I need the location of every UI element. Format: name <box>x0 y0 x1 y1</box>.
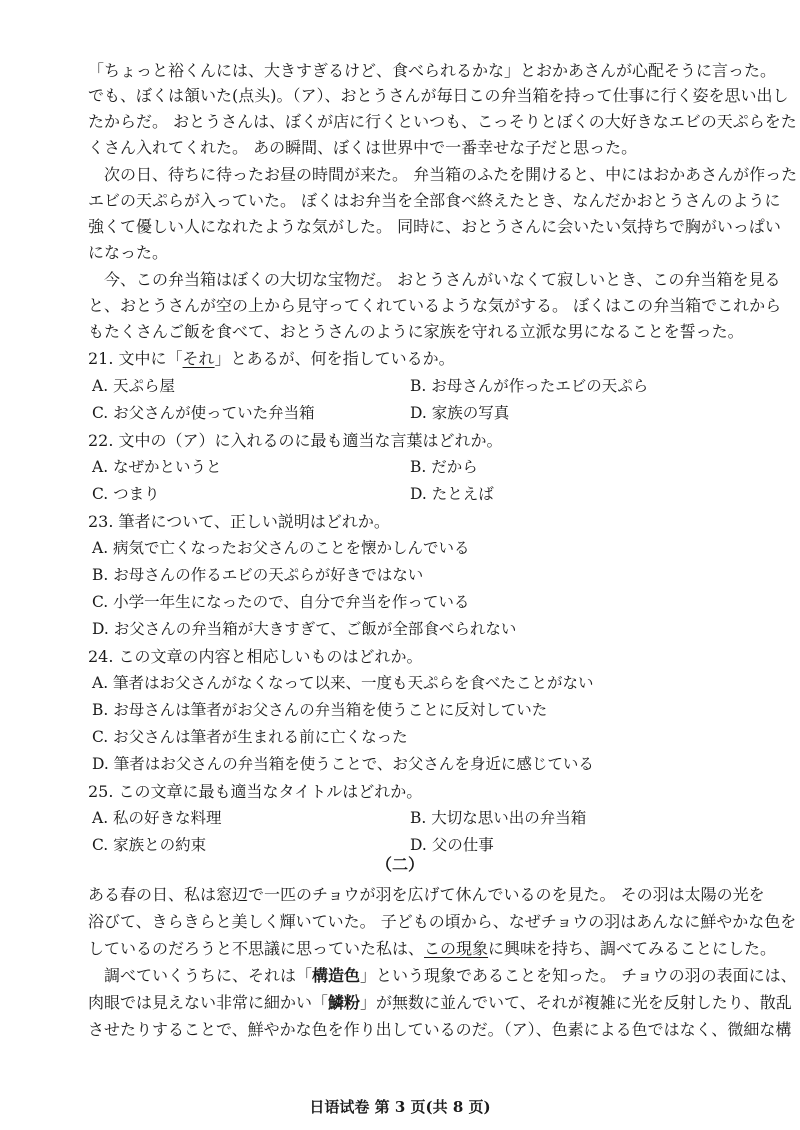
question-25-stem: 25. この文章に最も適当なタイトルはどれか。 <box>88 782 423 801</box>
question-22-option-b[interactable]: B. だから <box>410 458 478 476</box>
passage1-line-8: になった。 <box>88 243 169 262</box>
question-21-underlined-word: それ <box>182 349 215 368</box>
question-22-option-c[interactable]: C. つまり <box>92 485 160 503</box>
passage1-line-6: エビの天ぷらが入っていた。 ぼくはお弁当を全部食べ終えたとき、なんだかおとうさんのように <box>88 191 781 210</box>
question-25-option-b[interactable]: B. 大切な思い出の弁当箱 <box>410 809 587 827</box>
passage2-underlined-phrase: この現象 <box>424 939 489 958</box>
question-23-option-c[interactable]: C. 小学一年生になったので、自分で弁当を作っている <box>92 593 470 611</box>
passage2-line-5 <box>88 990 792 1016</box>
passage2-line-6: させたりすることで、鮮やかな色を作り出しているのだ。（ア）、色素による色ではなく、微細な構 <box>88 1020 792 1039</box>
passage1-line-5: 次の日、待ちに待ったお昼の時間が来た。 弁当箱のふたを開けると、中にはおかあさんが作った <box>104 165 798 184</box>
section-2-title: （二） <box>375 855 424 874</box>
question-21-option-c[interactable]: C. お父さんが使っていた弁当箱 <box>92 404 315 422</box>
passage2-line-2: 浴びて、きらきらと美しく輝いていた。 子どもの頃から、なぜチョウの羽はあんなに鮮やかな色を <box>88 912 797 931</box>
passage2-line-5-pre: 肉眼では見えない非常に細かい「 <box>88 993 329 1012</box>
question-21-option-b[interactable]: B. お母さんが作ったエビの天ぷら <box>410 377 649 395</box>
page-footer: 日语试卷 第 3 页(共 8 页) <box>309 1098 491 1116</box>
question-23-stem: 23. 筆者について、正しい説明はどれか。 <box>88 512 390 531</box>
question-22-option-a[interactable]: A. なぜかというと <box>92 458 222 476</box>
passage2-bold-term-1: 構造色 <box>312 966 361 985</box>
passage1-line-2: でも、ぼくは頷いた(点头)。（ア）、おとうさんが毎日この弁当箱を持って仕事に行く姿を思い出し <box>88 86 789 105</box>
question-21-stem-pre: 21. 文中に「 <box>88 349 183 368</box>
passage1-line-7: 強くて優しい人になれたような気がした。 同時に、おとうさんに会いたい気持ちで胸がいっぱい <box>88 217 781 236</box>
passage1-line-9: 今、この弁当箱はぼくの大切な宝物だ。 おとうさんがいなくて寂しいとき、この弁当箱を見る <box>104 270 781 289</box>
passage2-line-3 <box>88 936 777 962</box>
question-24-option-d[interactable]: D. 筆者はお父さんの弁当箱を使うことで、お父さんを身近に感じている <box>92 755 594 773</box>
question-23-option-d[interactable]: D. お父さんの弁当箱が大きすぎて、ご飯が全部食べられない <box>92 620 517 638</box>
passage2-line-3-pre: しているのだろうと不思議に思っていた私は、 <box>88 939 425 958</box>
passage2-line-4-pre: 調べていくうちに、それは「 <box>104 966 313 985</box>
passage2-bold-term-2: 鱗粉 <box>328 993 361 1012</box>
question-25-option-a[interactable]: A. 私の好きな料理 <box>92 809 222 827</box>
passage1-line-10: と、おとうさんが空の上から見守ってくれているような気がする。 ぼくはこの弁当箱でこれから <box>88 296 782 315</box>
passage2-line-3-post: に興味を持ち、調べてみることにした。 <box>488 939 777 958</box>
passage1-line-11: もたくさんご飯を食べて、おとうさんのように家族を守れる立派な男になることを誓った。 <box>88 322 744 341</box>
question-21-stem <box>88 346 748 372</box>
question-23-option-b[interactable]: B. お母さんの作るエビの天ぷらが好きではない <box>92 566 424 584</box>
question-21-option-a[interactable]: A. 天ぷら屋 <box>92 377 176 395</box>
question-24-option-b[interactable]: B. お母さんは筆者がお父さんの弁当箱を使うことに反対していた <box>92 701 548 719</box>
passage2-line-5-post: 」が無数に並んでいて、それが複雑に光を反射したり、散乱 <box>360 993 792 1012</box>
question-22-option-d[interactable]: D. たとえば <box>410 485 494 503</box>
question-24-stem: 24. この文章の内容と相応しいものはどれか。 <box>88 647 423 666</box>
passage1-line-3: たからだ。 おとうさんは、ぼくが店に行くといつも、こっそりとぼくの大好きなエビの天ぷらをた <box>88 112 797 131</box>
passage2-line-4-post: 」という現象であることを知った。 チョウの羽の表面には、 <box>360 966 797 985</box>
passage2-line-4 <box>104 963 797 989</box>
question-23-option-a[interactable]: A. 病気で亡くなったお父さんのことを懐かしんでいる <box>92 539 470 557</box>
passage1-line-1: 「ちょっと裕くんには、大きすぎるけど、食べられるかな」とおかあさんが心配そうに言った。 <box>88 61 777 80</box>
question-24-option-a[interactable]: A. 筆者はお父さんがなくなって以来、一度も天ぷらを食べたことがない <box>92 674 594 692</box>
question-25-option-d[interactable]: D. 父の仕事 <box>410 836 494 854</box>
question-21-option-d[interactable]: D. 家族の写真 <box>410 404 510 422</box>
question-22-stem: 22. 文中の（ア）に入れるのに最も適当な言葉はどれか。 <box>88 431 503 450</box>
question-25-option-c[interactable]: C. 家族との約束 <box>92 836 207 854</box>
question-21-stem-post: 」とあるが、何を指しているか。 <box>214 349 455 368</box>
passage1-line-4: くさん入れてくれた。 あの瞬間、ぼくは世界中で一番幸せな子だと思った。 <box>88 138 638 157</box>
passage2-line-1: ある春の日、私は窓辺で一匹のチョウが羽を広げて休んでいるのを見た。 その羽は太陽の光を <box>88 885 765 904</box>
question-24-option-c[interactable]: C. お父さんは筆者が生まれる前に亡くなった <box>92 728 408 746</box>
